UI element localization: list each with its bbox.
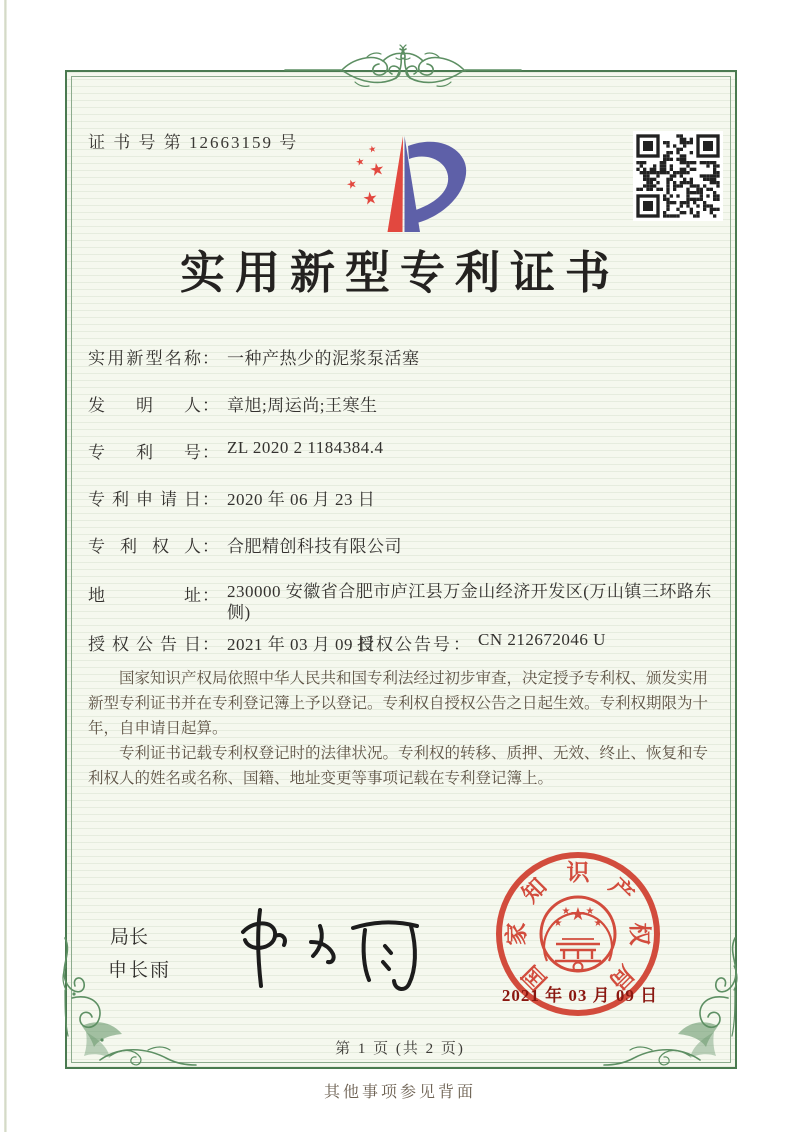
page-number: 第 1 页 (共 2 页) bbox=[335, 1041, 465, 1057]
field-colon: ： bbox=[202, 396, 219, 415]
field-label: 发明人 bbox=[88, 396, 201, 415]
legal-paragraph-2: 专利证书记载专利权登记时的法律状况。专利权的转移、质押、无效、终止、恢复和专利权人的姓名或名称、国籍、地址变更等事项记载在专利登记簿上。 bbox=[88, 745, 709, 787]
certificate-frame-inner-line bbox=[71, 76, 731, 1063]
svg-text:★: ★ bbox=[361, 188, 380, 211]
svg-text:★: ★ bbox=[585, 906, 595, 917]
field-row-grant bbox=[88, 630, 728, 655]
grant-date-value: 2021 年 03 月 09 日 bbox=[227, 635, 376, 654]
legal-paragraph-1: 国家知识产权局依照中华人民共和国专利法经过初步审查，决定授予专利权、颁发实用新型专利证书并在专利登记簿上予以登记。专利权自授权公告之日起生效。专利权期限为十年，自申请日起算。 bbox=[88, 670, 709, 737]
field-label: 专利权人 bbox=[88, 537, 201, 556]
svg-text:★: ★ bbox=[367, 158, 387, 182]
field-value: 一种产热少的泥浆泵活塞 bbox=[227, 349, 420, 368]
svg-text:★: ★ bbox=[344, 175, 360, 193]
grant-number-group bbox=[357, 630, 606, 655]
certificate-frame bbox=[65, 70, 737, 1069]
svg-text:★: ★ bbox=[569, 904, 587, 925]
svg-text:产: 产 bbox=[604, 873, 639, 908]
field-colon: ： bbox=[453, 635, 470, 654]
field-value: 章旭;周运尚;王寒生 bbox=[227, 396, 378, 415]
field-label: 地址 bbox=[88, 586, 201, 605]
svg-text:局: 局 bbox=[604, 960, 639, 995]
grant-no-value: CN 212672046 U bbox=[478, 630, 606, 649]
grant-date-label: 授权公告日 bbox=[88, 635, 201, 654]
field-colon: ： bbox=[202, 537, 219, 556]
field-row-patent-no bbox=[88, 438, 728, 463]
svg-text:★: ★ bbox=[593, 918, 603, 929]
signer-title: 局长 bbox=[110, 927, 149, 948]
svg-text:★: ★ bbox=[367, 144, 378, 156]
svg-text:识: 识 bbox=[566, 860, 590, 885]
field-colon: ： bbox=[202, 490, 219, 509]
field-colon: ： bbox=[202, 635, 219, 654]
field-colon: ： bbox=[202, 443, 219, 462]
field-value: 2020 年 06 月 23 日 bbox=[227, 490, 376, 509]
field-label: 专利号 bbox=[88, 443, 201, 462]
field-value: 230000 安徽省合肥市庐江县万金山经济开发区(万山镇三环路东侧) bbox=[227, 582, 712, 622]
svg-text:★: ★ bbox=[553, 918, 563, 929]
grant-no-label: 授权公告号 bbox=[357, 635, 452, 654]
field-label: 实用新型名称 bbox=[88, 349, 201, 368]
seal-date: 2021 年 03 月 09 日 bbox=[501, 986, 659, 1005]
svg-text:★: ★ bbox=[354, 156, 367, 170]
field-value: ZL 2020 2 1184384.4 bbox=[227, 438, 384, 457]
svg-text:知: 知 bbox=[517, 873, 552, 908]
svg-text:家: 家 bbox=[504, 922, 529, 946]
signer-name: 申长雨 bbox=[108, 960, 172, 981]
back-side-note: 其他事项参见背面 bbox=[323, 1084, 476, 1101]
field-colon: ： bbox=[202, 349, 219, 368]
field-row-address bbox=[88, 581, 728, 623]
field-row-inventor bbox=[88, 391, 728, 416]
field-value: 合肥精创科技有限公司 bbox=[227, 537, 402, 556]
certificate-title: 实用新型专利证书 bbox=[179, 248, 620, 298]
field-colon: ： bbox=[202, 586, 219, 605]
field-label: 专利申请日 bbox=[88, 490, 201, 509]
field-row-name bbox=[88, 344, 728, 369]
svg-text:★: ★ bbox=[561, 906, 571, 917]
field-row-filing-date bbox=[88, 485, 728, 510]
field-row-patentee bbox=[88, 532, 728, 557]
svg-text:权: 权 bbox=[627, 922, 652, 946]
certificate-number: 证 书 号 第 12663159 号 bbox=[88, 133, 299, 152]
scanned-paper-edge bbox=[4, 0, 7, 1132]
legal-text bbox=[88, 666, 716, 791]
svg-text:国: 国 bbox=[517, 960, 552, 995]
